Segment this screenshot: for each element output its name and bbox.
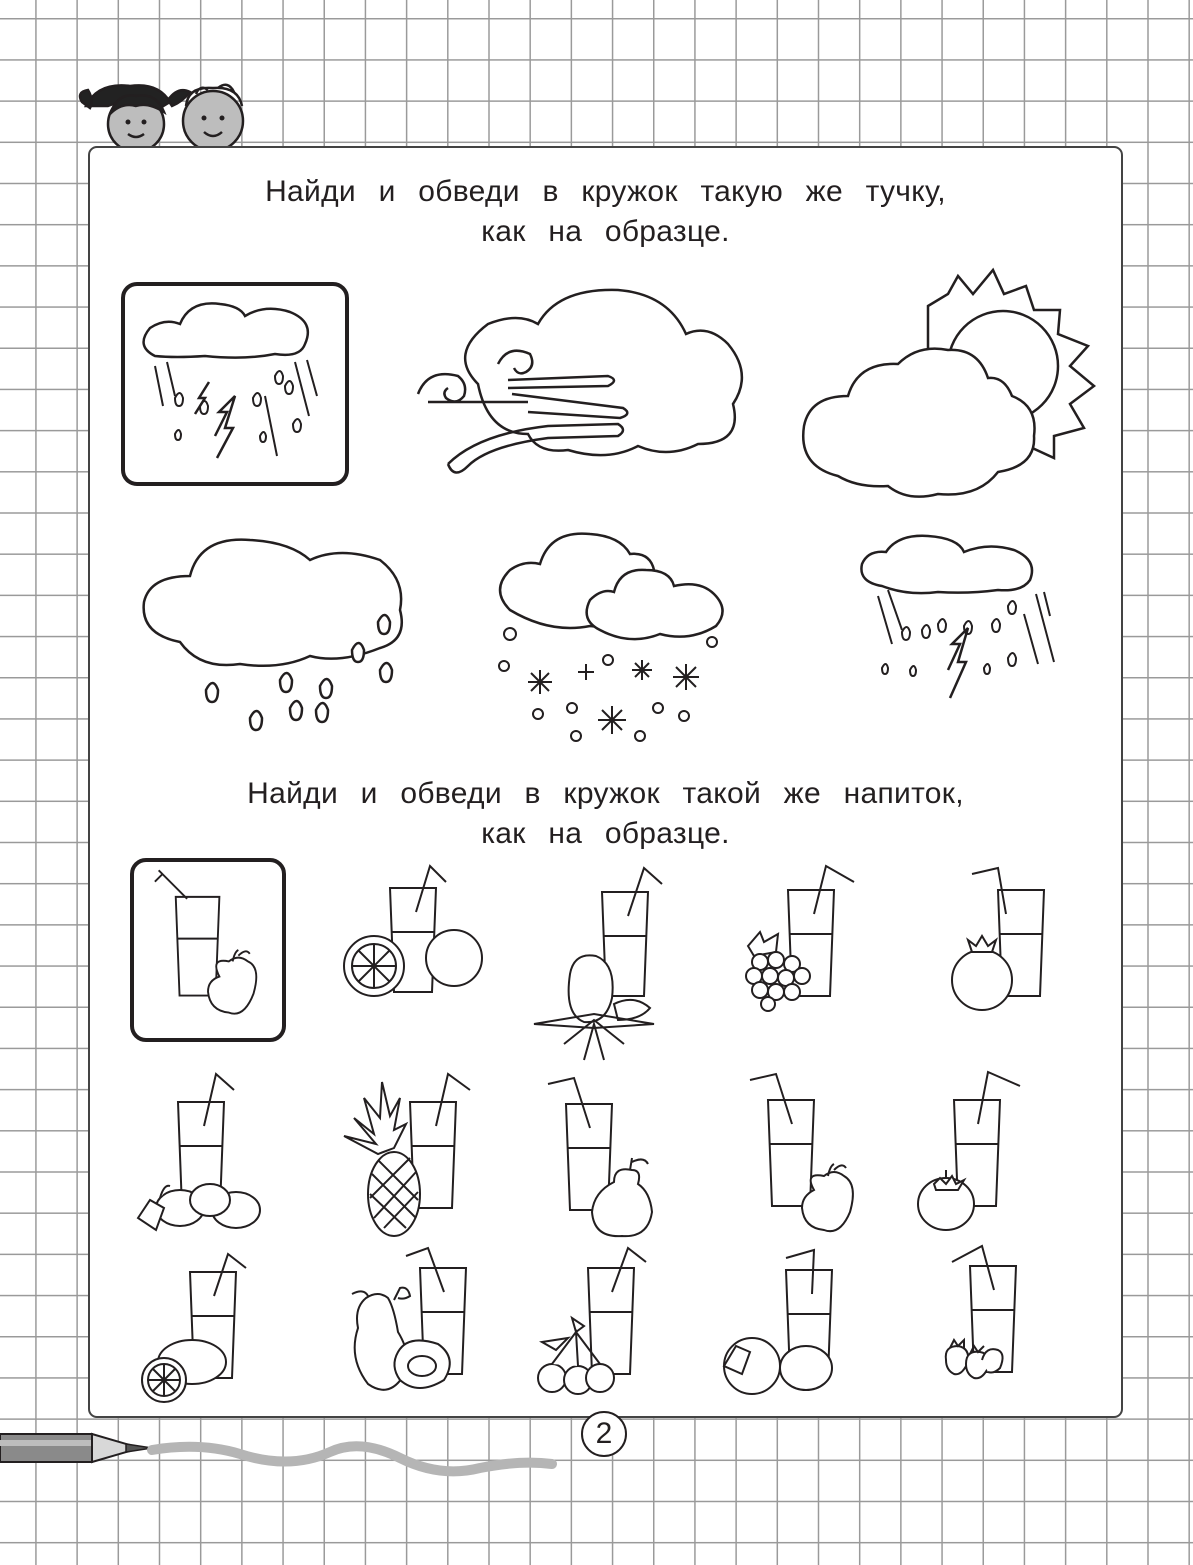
option-drink-apricot[interactable]: [130, 1068, 270, 1234]
cloud-sun-icon: [798, 266, 1098, 506]
juice-strawberry-icon: [938, 1244, 1050, 1384]
cloud-wind-icon: [408, 284, 754, 496]
option-cloud-rain-lightning[interactable]: [858, 534, 1068, 718]
option-drink-tomato[interactable]: [916, 1068, 1066, 1238]
juice-pineapple-icon: [334, 1068, 484, 1234]
sample-cloud-frame: [121, 282, 349, 486]
juice-pomegranate-icon: [942, 862, 1070, 1010]
page-number: 2: [581, 1411, 627, 1457]
option-drink-strawberry[interactable]: [938, 1244, 1050, 1384]
juice-apple-icon: [134, 862, 282, 1038]
instruction-drinks: Найди и обведи в кружок такой же напиток, как на образце.: [247, 777, 964, 850]
option-drink-peach[interactable]: [718, 1248, 848, 1394]
option-cloud-sun[interactable]: [798, 266, 1098, 506]
juice-orange-icon: [330, 860, 490, 1008]
option-cloud-snow[interactable]: [490, 530, 736, 742]
juice-coconut-icon: [534, 864, 674, 1060]
juice-peach-icon: [718, 1248, 848, 1394]
option-drink-apple[interactable]: [736, 1068, 866, 1240]
option-drink-grape[interactable]: [730, 862, 862, 1010]
option-drink-lemon[interactable]: [134, 1254, 274, 1404]
juice-cherry-icon: [536, 1246, 666, 1396]
instruction-clouds: Найди и обведи в кружок такую же тучку, как на образце.: [265, 175, 946, 248]
cloud-snow-icon: [490, 530, 736, 742]
juice-lemon-icon: [134, 1254, 274, 1404]
cloud-rain-lightning-icon: [125, 286, 345, 482]
option-cloud-wind[interactable]: [408, 284, 754, 496]
option-drink-orange[interactable]: [330, 860, 490, 1008]
option-cloud-rain[interactable]: [140, 530, 410, 748]
juice-pear-icon: [534, 1072, 664, 1240]
option-drink-avocado[interactable]: [348, 1248, 474, 1394]
juice-apricot-icon: [130, 1068, 270, 1234]
option-drink-pear[interactable]: [534, 1072, 664, 1240]
cloud-rain-icon: [140, 530, 410, 748]
pencil-icon: [0, 1428, 560, 1498]
worksheet-panel: [88, 146, 1123, 1418]
juice-grape-icon: [730, 862, 862, 1010]
juice-tomato-icon: [916, 1068, 1066, 1238]
juice-apple-icon: [736, 1068, 866, 1240]
sample-drink-frame: [130, 858, 286, 1042]
option-drink-cherry[interactable]: [536, 1246, 666, 1396]
juice-avocado-icon: [348, 1248, 474, 1394]
option-drink-pomegranate[interactable]: [942, 862, 1070, 1010]
option-drink-pineapple[interactable]: [334, 1068, 484, 1234]
option-drink-coconut[interactable]: [534, 864, 674, 1060]
cloud-rain-lightning-icon: [858, 534, 1068, 718]
